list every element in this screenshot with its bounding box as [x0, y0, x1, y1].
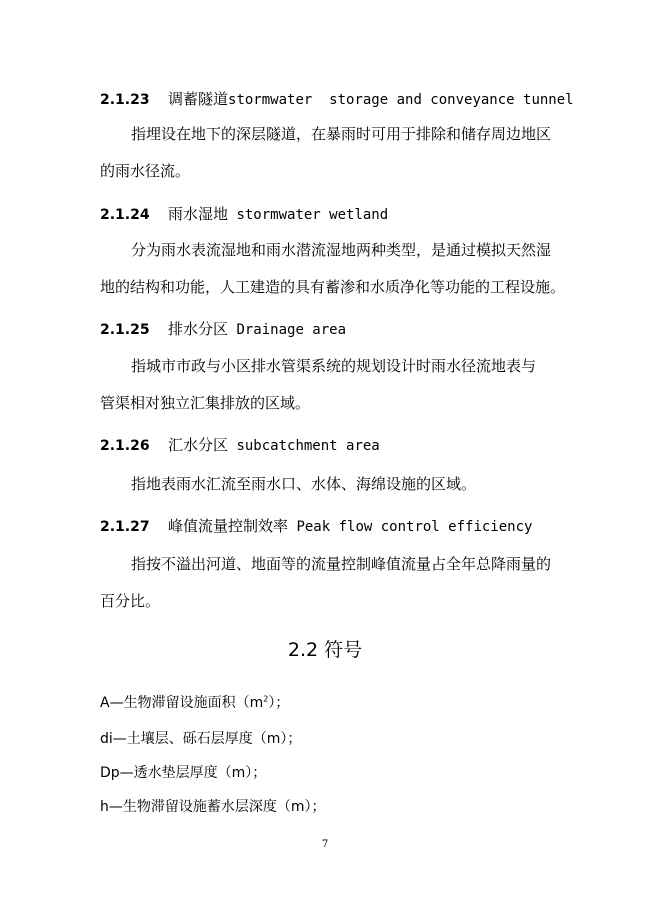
symbol-line: h—生物滞留设施蓄水层深度（m）； — [100, 799, 326, 815]
symbol-superscript: 2 — [263, 694, 269, 704]
term-name-en: Drainage area — [228, 322, 347, 338]
term-name-cn: 调蓄隧道 — [168, 90, 229, 108]
term-name-cn: 汇水分区 — [168, 436, 229, 454]
term-name-en: subcatchment area — [228, 438, 380, 454]
term-name-cn: 峰值流量控制效率 — [168, 517, 289, 535]
term-definition-line: 地的结构和功能，人工建造的具有蓄渗和水质净化等功能的工程设施。 — [100, 278, 566, 296]
term-definition-line: 指埋设在地下的深层隧道，在暴雨时可用于排除和储存周边地区 — [131, 125, 552, 143]
term-heading-2-1-25 — [100, 319, 346, 340]
term-definition-line: 管渠相对独立汇集排放的区域。 — [100, 394, 311, 412]
term-definition-line: 指地表雨水汇流至雨水口、水体、海绵设施的区域。 — [131, 475, 477, 493]
term-number: 2.1.24 — [100, 207, 150, 223]
page-number: 7 — [321, 839, 329, 850]
symbol-line: di—土壤层、砾石层厚度（m）； — [100, 731, 302, 747]
term-definition-line: 指城市市政与小区排水管渠系统的规划设计时雨水径流地表与 — [131, 357, 537, 375]
term-heading-2-1-24 — [100, 204, 388, 225]
term-number: 2.1.27 — [100, 519, 150, 535]
symbol-text-end: ）； — [268, 695, 290, 711]
term-name-en: stormwater storage and conveyance tunnel — [228, 92, 574, 108]
symbol-line — [100, 693, 289, 713]
symbol-line: Dp—透水垫层厚度（m）； — [100, 765, 267, 781]
term-number: 2.1.26 — [100, 438, 150, 454]
term-number: 2.1.23 — [100, 92, 150, 108]
term-definition-line: 百分比。 — [100, 592, 161, 610]
term-name-cn: 雨水湿地 — [168, 205, 229, 223]
term-name-en: Peak flow control efficiency — [288, 519, 533, 535]
term-definition-line: 指按不溢出河道、地面等的流量控制峰值流量占全年总降雨量的 — [131, 555, 552, 573]
term-name-en: stormwater wetland — [228, 207, 389, 223]
term-name-cn: 排水分区 — [168, 320, 229, 338]
term-heading-2-1-26 — [100, 435, 380, 456]
term-number: 2.1.25 — [100, 322, 150, 338]
term-definition-line: 分为雨水表流湿地和雨水潜流湿地两种类型，是通过模拟天然湿 — [131, 241, 552, 259]
term-heading-2-1-27 — [100, 516, 532, 537]
symbol-text: A—生物滞留设施面积（m — [100, 695, 264, 711]
term-heading-2-1-23 — [100, 89, 574, 110]
term-definition-line: 的雨水径流。 — [100, 162, 191, 180]
section-title: 2.2 符号 — [287, 639, 363, 661]
